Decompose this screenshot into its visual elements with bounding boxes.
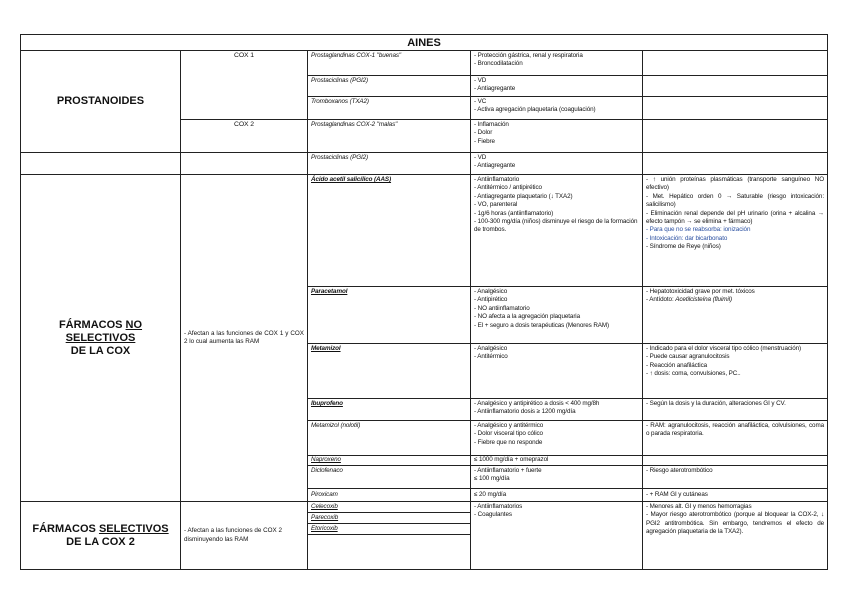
drug-name-naproxeno: Naproxeno [311,456,341,463]
prostanoid-name: Prostaglandinas COX-1 "buenas" [311,52,402,59]
desc-selectivos: - Afectan a las funciones de COX 2 disminuyendo las RAM [184,527,283,543]
drug-notes-paracetamol: - Hepatotoxicidad grave por met. tóxicos - Antídoto: Acetilcisteína (fluimil) [646,288,755,304]
cox2-label: COX 2 [234,121,254,128]
drug-name-ibuprofeno: Ibuprofeno [311,400,343,407]
prostanoid-effects: - VC - Activa agregación plaquetaria (coagulación) [474,98,596,114]
group-no-selectivos: FÁRMACOS NO SELECTIVOS DE LA COX [58,318,143,357]
desc-no-selectivos: - Afectan a las funciones de COX 1 y COX 2 lo cual aumenta las RAM [184,329,304,345]
drug-name-parecoxib: Parecoxib [311,514,339,521]
prostanoid-effects: - Inflamación - Dolor - Fiebre [474,121,509,145]
drug-effects-diclofenaco: - Antiinflamatorio + fuerte ≤ 100 mg/día [474,467,542,483]
drug-notes-metamizol-nolotil: - RAM: agranulocitosis, reacción anafiláctica, colvulsiones, coma o parada respiratoria. [646,422,824,438]
drug-name-etoricoxib: Etoricoxib [311,525,338,532]
prostanoid-name: Prostaciclinas (PGI2) [311,77,369,84]
drug-name-paracetamol: Paracetamol [311,288,348,295]
drug-effects-naproxeno: ≤ 1000 mg/día + omeprazol [474,456,549,463]
group-prostanoides: PROSTANOIDES [56,95,145,107]
table-title: AINES [407,36,441,49]
prostanoid-effects: - VD - Antiagregante [474,154,516,170]
drug-name-metamizol-nolotil: Metamizol (nolotil) [311,422,361,429]
drug-name-piroxicam: Piroxicam [311,491,338,498]
drug-effects-aas: - Antiinflamatorio - Antitérmico / antipirético - Antiagregante plaquetario (↓ TXA2) - VO, parenteral - 1g/6 horas (antiinflamatorio) - 100-300 mg/día (niños) disminuye el riesgo de la formación de trombos. [474,176,638,234]
prostanoid-name: Tromboxanos (TXA2) [311,98,369,105]
drug-name-celecoxib: Celecoxib [311,503,338,510]
cox1-label: COX 1 [234,52,254,59]
drug-name-aas: Ácido acetil salicílico (AAS) [311,176,392,183]
drug-notes-metamizol: - Indicado para el dolor visceral tipo cólico (menstruación) - Puede causar agranulocitosis - Reacción anafiláctica - ↑ dosis: coma, convulsiones, PC.. [646,345,801,378]
drug-notes-ibuprofeno: - Según la dosis y la duración, alteraciones GI y CV. [646,400,786,407]
drug-notes-aas: - ↑ unión proteínas plasmáticas (transporte sanguíneo NO efectivo) - Met. Hepático orden 0 → Saturable (riesgo intoxicación: salicilismo) - Eliminación renal depende del pH urinario (orina + alcalina → efecto tampón → se elimina + fármaco) - Para que no se reabsorba: ionización - Intoxicación: dar bicarbonato - Síndrome de Reye (niños) [646,176,824,251]
group-selectivos: FÁRMACOS SELECTIVOS DE LA COX 2 [32,522,169,548]
aines-table [20,34,828,570]
drug-effects-ibuprofeno: - Analgésico y antipirético a dosis < 400 mg/8h - Antiinflamatorio dosis ≥ 1200 mg/día [474,400,600,416]
drug-notes-coxibs: - Menores alt. GI y menos hemorragias - Mayor riesgo aterotrombótico (porque al bloquear la COX-2, ↓ PGI2 antitrombótica. Sin embargo, tendremos el efecto de agregación plaquetaria de la TXA2). [646,503,824,536]
prostanoid-effects: - Protección gástrica, renal y respiratoria - Broncodilatación [474,52,583,68]
prostanoid-name: Prostaglandinas COX-2 "malas" [311,121,398,128]
drug-effects-metamizol: - Analgésico - Antitérmico [474,345,508,361]
prostanoid-name: Prostaciclinas (PGI2) [311,154,369,161]
drug-name-metamizol: Metamizol [311,345,341,352]
drug-notes-diclofenaco: - Riesgo aterotrombótico [646,467,713,474]
drug-effects-piroxicam: ≤ 20 mg/día [474,491,507,498]
prostanoid-effects: - VD - Antiagregante [474,77,516,93]
drug-effects-paracetamol: - Analgésico - Antipirético - NO antiinflamatorio - NO afecta a la agregación plaquetaria - El + seguro a dosis terapéuticas (Menores RAM) [474,288,610,329]
drug-effects-coxibs: - Antiinflamatorios - Coagulantes [474,503,523,519]
drug-name-diclofenaco: Diclofenaco [311,467,343,474]
drug-effects-metamizol-nolotil: - Analgésico y antitérmico - Dolor visceral tipo cólico - Fiebre que no responde [474,422,544,446]
drug-notes-piroxicam: - + RAM GI y cutáneas [646,491,708,498]
